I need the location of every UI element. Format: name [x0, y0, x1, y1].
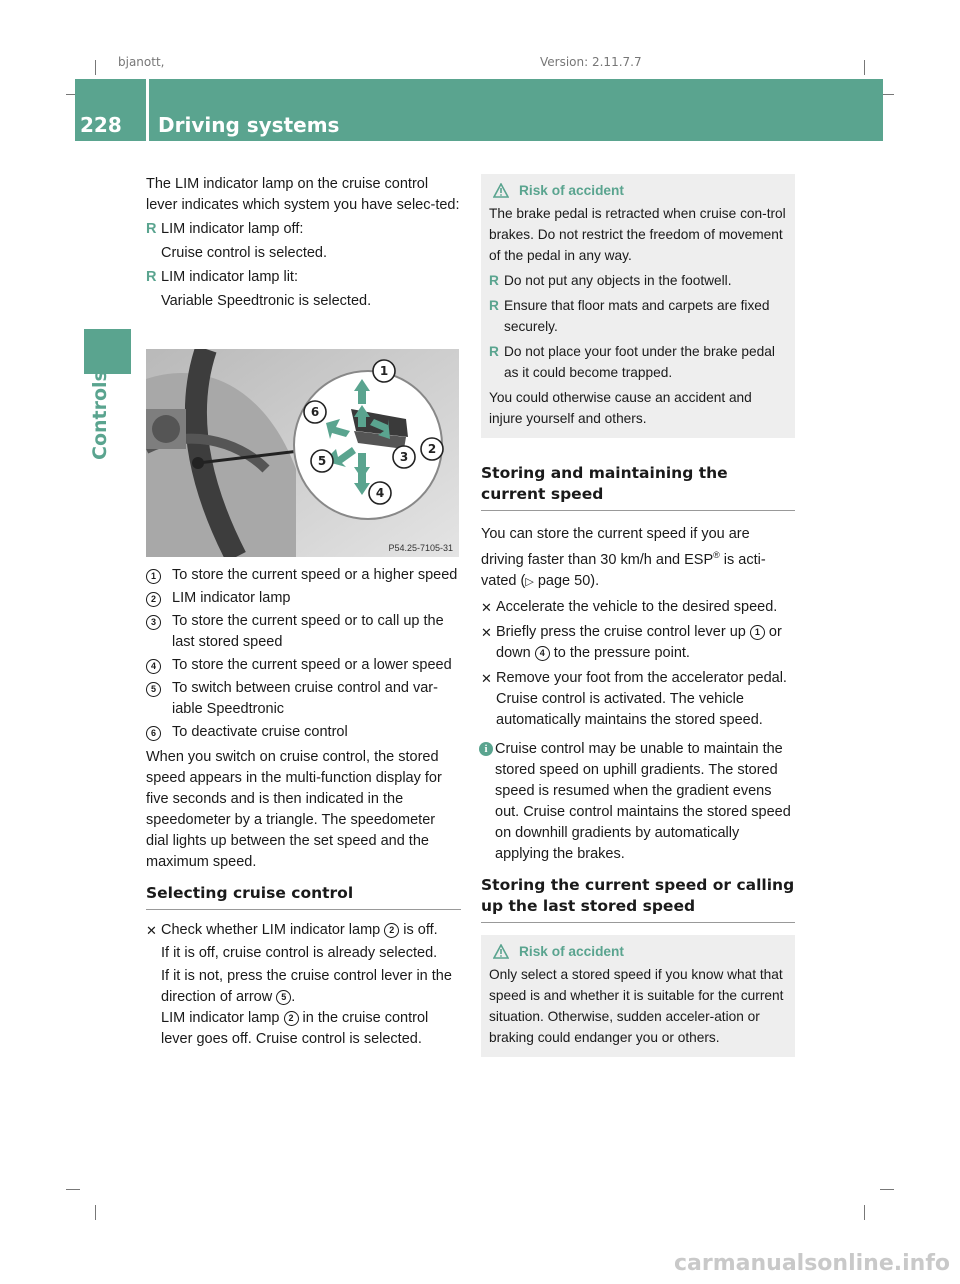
info-icon: i [479, 742, 493, 756]
warning-triangle-icon [493, 944, 509, 959]
warning-title [489, 180, 787, 201]
crop-mark [95, 60, 96, 75]
legend-item [146, 565, 461, 586]
state-line: LIM indicator lamp lit: [161, 269, 298, 285]
legend-text: To deactivate cruise control [172, 724, 348, 740]
info-note [481, 739, 795, 865]
legend-text: LIM indicator lamp [172, 590, 291, 606]
callout-number: 5 [276, 990, 291, 1005]
legend-item [146, 722, 461, 743]
bullet-text: Ensure that floor mats and carpets are fixed securely. [504, 298, 770, 334]
bullet-icon: R [489, 273, 499, 288]
header-meta-left: bjanott, [118, 55, 165, 69]
step-text: . [291, 989, 296, 1005]
paragraph-text: page 50). [533, 572, 600, 589]
bullet-icon: R [489, 344, 499, 359]
bullet-text: Do not put any objects in the footwell. [504, 273, 732, 288]
figure-callout: 6 [310, 405, 320, 419]
instruction-step [146, 920, 461, 1050]
warning-title [489, 941, 787, 962]
crop-mark [95, 1205, 96, 1220]
warning-text: The brake pedal is retracted when cruise con-trol brakes. Do not restrict the freedom of movement of the pedal in any way. [489, 206, 786, 263]
callout-number: 4 [146, 659, 161, 674]
crop-mark [864, 1205, 865, 1220]
instruction-arrow-icon: ✕ [481, 624, 492, 640]
warning-closing: You could otherwise cause an accident and injure yourself and others. [489, 390, 752, 426]
bullet-text: Do not place your foot under the brake pedal as it could become trapped. [504, 344, 775, 380]
body-paragraph [481, 524, 795, 593]
side-tab-label: Controls [89, 370, 111, 460]
section-heading: Storing and maintaining the current speed [481, 463, 795, 511]
list-item [146, 267, 461, 312]
legend-text: To store the current speed or a higher speed [172, 567, 458, 583]
paragraph-text: is acti-vated ( [481, 551, 766, 589]
callout-number: 2 [146, 592, 161, 607]
paragraph-text: You can store the current speed if you are driving faster than 30 km/h and ESP [481, 526, 750, 568]
info-text: Cruise control may be unable to maintain the stored speed on uphill gradients. The stored speed is resumed when the gradient evens out. Cruise control maintains the stored speed on downhill gradients by automatically applying the brakes. [495, 740, 791, 862]
step-text: LIM indicator lamp [161, 1010, 280, 1026]
right-column [481, 174, 795, 1057]
registered-mark: ® [713, 550, 720, 560]
crop-mark [864, 60, 865, 75]
callout-number: 6 [146, 726, 161, 741]
instruction-step [481, 622, 795, 664]
left-column [146, 174, 461, 312]
list-item [489, 270, 787, 291]
legend-text: To switch between cruise control and var-iable Speedtronic [172, 680, 438, 717]
callout-number: 4 [535, 646, 550, 661]
crop-mark [66, 1189, 80, 1190]
warning-title-text: Risk of accident [519, 183, 624, 198]
intro-paragraph: The LIM indicator lamp on the cruise control lever indicates which system you have selec-ted: [146, 176, 460, 213]
legend-item [146, 655, 461, 676]
step-text: If it is not, press the cruise control lever in the direction of arrow [161, 968, 452, 1005]
list-item [489, 341, 787, 383]
steering-wheel-illustration [146, 349, 459, 557]
step-text: is off. [403, 922, 438, 938]
instruction-arrow-icon: ✕ [481, 670, 492, 686]
header-meta-right: Version: 2.11.7.7 [540, 55, 642, 69]
bullet-icon: R [489, 298, 499, 313]
warning-triangle-icon [493, 183, 509, 198]
figure-callout: 4 [375, 486, 385, 500]
callout-number: 5 [146, 682, 161, 697]
figure-callout: 2 [427, 442, 437, 456]
legend-text: To store the current speed or to call up the last stored speed [172, 613, 444, 650]
step-text: Remove your foot from the accelerator pedal. [496, 669, 787, 686]
warning-box [481, 174, 795, 438]
legend-item [146, 588, 461, 609]
state-line: LIM indicator lamp off: [161, 221, 304, 237]
list-item [146, 219, 461, 264]
section-heading: Selecting cruise control [146, 883, 461, 910]
section-heading: Storing the current speed or calling up the last stored speed [481, 875, 795, 923]
step-text: or down [496, 623, 782, 661]
bullet-icon: R [146, 269, 157, 285]
callout-number: 2 [284, 1011, 299, 1026]
callout-number: 3 [146, 615, 161, 630]
legend-item [146, 678, 461, 720]
callout-number: 1 [146, 569, 161, 584]
header-divider [146, 79, 149, 141]
legend-item [146, 611, 461, 653]
body-paragraph: When you switch on cruise control, the stored speed appears in the multi-function display for five seconds and is then indicated in the speedometer by a triangle. The speedometer dial lights up between the set speed and the maximum speed. [146, 749, 442, 870]
instruction-arrow-icon: ✕ [146, 923, 157, 938]
step-text: in the cruise control lever goes off. Cruise control is selected. [161, 1010, 429, 1047]
footer-watermark: carmanualsonline.info [674, 1251, 950, 1276]
step-text: Cruise control is activated. The vehicle automatically maintains the stored speed. [496, 690, 763, 728]
figure-callout: 5 [317, 454, 327, 468]
instruction-arrow-icon: ✕ [481, 599, 492, 615]
step-text: Accelerate the vehicle to the desired speed. [496, 598, 778, 615]
crop-mark [880, 1189, 894, 1190]
warning-box [481, 935, 795, 1057]
warning-text: Only select a stored speed if you know what that speed is and whether it is suitable for the current situation. Otherwise, sudden acceler-ation or braking could endanger you or others. [489, 966, 784, 1045]
figure-callout: 1 [379, 364, 389, 378]
figure-callout: 3 [399, 450, 409, 464]
bullet-icon: R [146, 221, 157, 237]
instruction-step [481, 597, 795, 618]
callout-number: 1 [750, 625, 765, 640]
step-text: Briefly press the cruise control lever up [496, 623, 746, 640]
list-item [489, 295, 787, 337]
figure-code: P54.25-7105-31 [388, 543, 453, 553]
side-tab-block [84, 329, 131, 374]
figure-legend [146, 565, 461, 1050]
state-line: Variable Speedtronic is selected. [161, 293, 372, 309]
step-text: If it is off, cruise control is already selected. [161, 945, 438, 961]
section-title: Driving systems [158, 113, 340, 137]
step-text: to the pressure point. [553, 644, 690, 661]
step-text: Check whether LIM indicator lamp [161, 922, 381, 938]
instruction-step [481, 668, 795, 731]
callout-number: 2 [384, 923, 399, 938]
warning-title-text: Risk of accident [519, 943, 624, 959]
state-line: Cruise control is selected. [161, 245, 328, 261]
legend-text: To store the current speed or a lower speed [172, 657, 452, 673]
cruise-control-figure [146, 349, 459, 557]
page-number: 228 [80, 113, 122, 137]
page-ref-arrow-icon: ▷ [525, 575, 534, 588]
